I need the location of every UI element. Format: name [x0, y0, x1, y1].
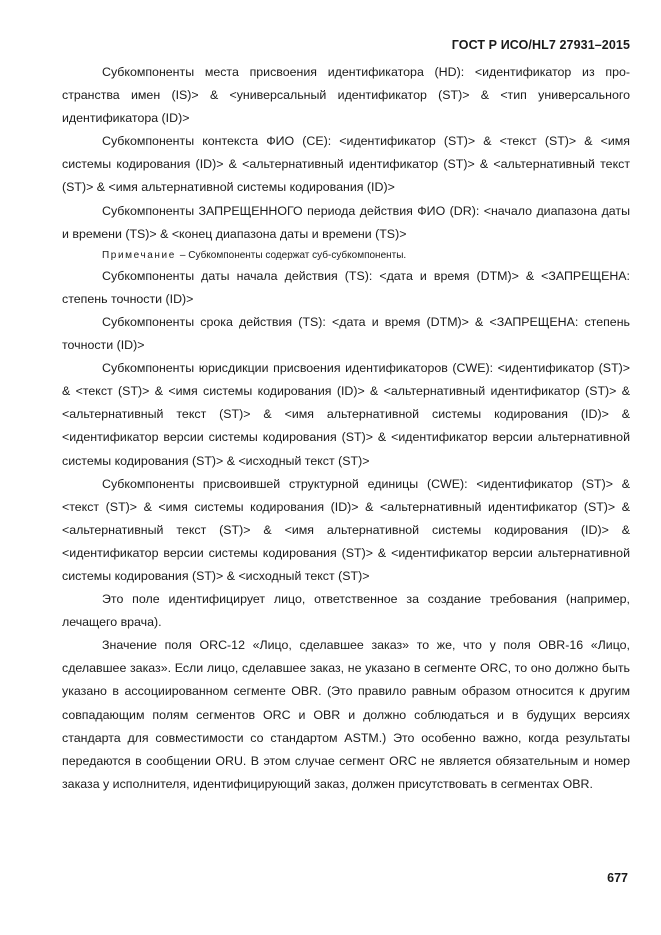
paragraph-assigning-unit: Субкомпоненты присвоившей структурной единицы (CWE): <идентификатор (ST)> & <текст (ST)> & <имя системы кодирования (ID)> & <альтернативный идентификатор (ST)> & <альтернативный текст (ST)> & <имя альтернативной системы кодирования (ID)> & <идентификатор версии системы кодирования (ST)> & <идентификатор версии альтернативной системы кодирования (ST)> & <исходный текст (ST)>	[62, 476, 630, 583]
note-label: Примечание	[102, 249, 176, 261]
paragraph-ce-subcomponents: Субкомпоненты контекста ФИО (CE): <идентификатор (ST)> & <текст (ST)> & <имя системы кодирования (ID)> & <альтернативный идентификатор (ST)> & <альтернативный текст (ST)> & <имя альтернативной системы кодирования (ID)>	[62, 134, 630, 195]
note-text: – Субкомпоненты содержат суб-субкомпоненты.	[179, 249, 407, 261]
paragraph-start-date: Субкомпоненты даты начала действия (TS): <дата и время (DTM)> & <ЗАПРЕЩЕНА: степень точности (ID)>	[62, 268, 630, 306]
paragraph-field-purpose: Это поле идентифицирует лицо, ответственное за создание требования (например, лечащего врача).	[62, 592, 630, 630]
running-header: ГОСТ Р ИСО/HL7 27931–2015	[451, 38, 630, 52]
page-number: 677	[607, 871, 628, 885]
paragraph-dr-subcomponents: Субкомпоненты ЗАПРЕЩЕННОГО периода действия ФИО (DR): <начало диапазона даты и времени (TS)> & <конец диапазона даты и времени (TS)>	[62, 203, 630, 241]
paragraph-expiration: Субкомпоненты срока действия (TS): <дата и время (DTM)> & <ЗАПРЕЩЕНА: степень точности (ID)>	[62, 314, 630, 353]
paragraph-orc12-value: Значение поля ORC-12 «Лицо, сделавшее заказ» то же, что у поля OBR-16 «Лицо, сделавшее заказ». Если лицо, сделавшее заказ, не указано в сегменте ORC, то оно должно быть указано в ассоциированном сегменте OBR. (Это правило равным образом относится к другим совпадающим полям сегментов ORC и OBR и должно соблюдаться и в будущих версиях стандарта для совместимости со стандартом ASTM.) Это особенно важно, когда результаты передаются в сообщении ORU. В этом случае сегмент ORC не является обязательным и номер заказа у исполнителя, идентифицирующий заказ, должен присутствовать в сегментах OBR.	[62, 638, 630, 791]
paragraph-hd-subcomponents: Субкомпоненты места присвоения идентификатора (HD): <идентификатор из пространства имен (IS)> & <универсальный идентификатор (ST)> & <тип универсального идентификатора (ID)>	[62, 65, 630, 126]
paragraph-jurisdiction: Субкомпоненты юрисдикции присвоения идентификаторов (CWE): <идентификатор (ST)> & <текст (ST)> & <имя системы кодирования (ID)> & <альтернативный идентификатор (ST)> & <альтернативный текст (ST)> & <имя альтернативной системы кодирования (ID)> & <идентификатор версии системы кодирования (ST)> & <идентификатор версии альтернативной системы кодирования (ST)> & <исходный текст (ST)>	[62, 361, 630, 468]
document-body	[62, 61, 630, 796]
note	[62, 246, 630, 265]
